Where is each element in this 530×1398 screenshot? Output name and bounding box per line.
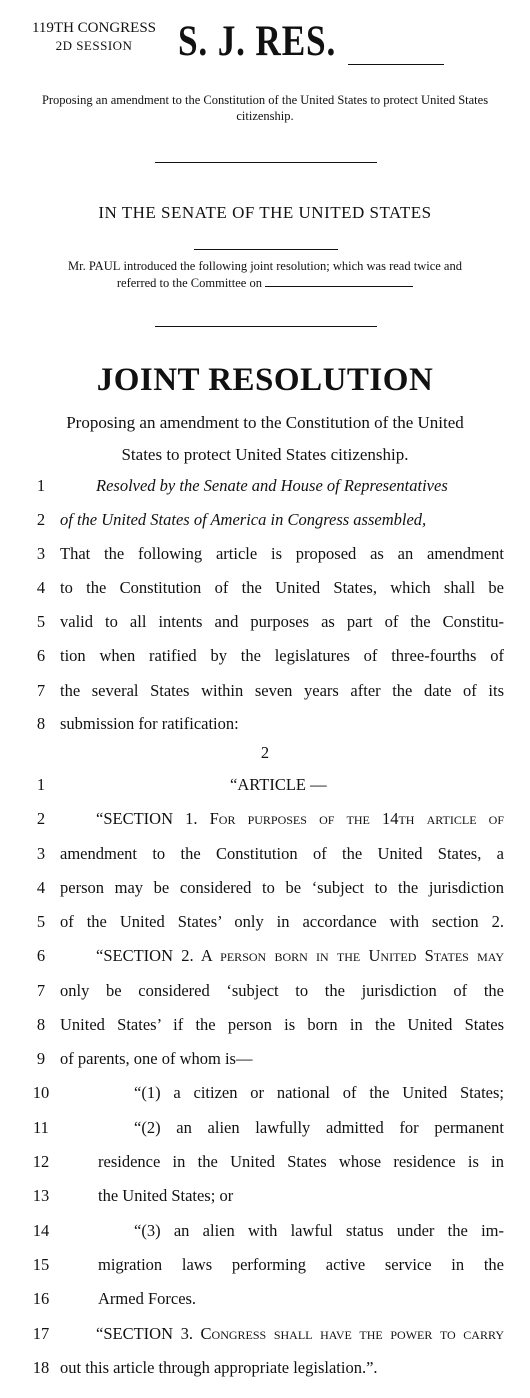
line-row [18,775,508,795]
line-number: 6 [36,946,46,965]
line-text: amendment to the Constitution of the United States, a [60,844,504,863]
line-number: 16 [32,1289,50,1308]
line-number: 4 [36,578,46,597]
line-number: 8 [36,714,46,733]
document-type-heading: JOINT RESOLUTION [96,362,434,398]
action-line-2-text: referred to the Committee on [116,276,262,290]
line-row [18,646,508,666]
line-number: 1 [36,775,46,794]
line-row [18,1289,508,1309]
line-row [18,1324,508,1344]
action-text [30,258,500,292]
line-text: only be considered ‘subject to the jurisdiction of the [60,981,504,1000]
sponsor-name: PAUL [88,259,121,273]
line-text: of the United States of America in Congress assembled, [60,510,427,529]
line-number: 6 [36,646,46,665]
line-number: 11 [33,1118,49,1137]
line-number: 4 [36,878,46,897]
line-row [18,1083,508,1103]
line-row [18,1049,508,1069]
line-row [18,510,508,530]
action-line-1-text: introduced the following joint resolution; which was read twice and [123,259,462,273]
line-text: of the United States’ only in accordance with section 2. [60,912,504,931]
line-text: “(2) an alien lawfully admitted for permanent [134,1118,504,1137]
line-text: submission for ratification: [60,714,239,733]
chamber-heading: IN THE SENATE OF THE UNITED STATES [98,203,432,222]
divider-rule-short [194,249,338,250]
line-text: residence in the United States whose residence is in [98,1152,504,1171]
bill-type: S. J. RES. [178,18,337,65]
line-row [18,844,508,864]
divider-rule [155,326,377,327]
divider-rule [155,162,377,163]
line-text: valid to all intents and purposes as part of the Constitu- [60,612,504,631]
line-text: “(1) a citizen or national of the United States; [134,1083,504,1102]
line-row [18,1221,508,1241]
line-number: 3 [36,844,46,863]
line-row [18,1118,508,1138]
line-number: 17 [32,1324,50,1343]
official-title [20,407,510,471]
line-text: Armed Forces. [98,1289,197,1308]
line-text: “ARTICLE — [230,775,327,794]
session-label: 2D SESSION [55,38,133,53]
line-row [18,578,508,598]
line-text: Resolved by the Senate and House of Representatives [96,476,448,495]
action-line-2 [30,275,500,292]
bill-number-blank [348,64,444,65]
line-row [18,1015,508,1035]
line-number: 5 [36,612,46,631]
line-text: tion when ratified by the legislatures of three-fourths of [60,646,504,665]
line-number: 12 [32,1152,50,1171]
line-number: 7 [36,681,46,700]
line-text: “SECTION 1. For purposes of the 14th article of [96,809,504,828]
line-row [18,1152,508,1172]
line-row [18,878,508,898]
congress-label: 119TH CONGRESS [31,20,157,36]
line-row [18,1186,508,1206]
line-row [18,981,508,1001]
line-text: of parents, one of whom is— [60,1049,253,1068]
line-number: 2 [36,510,46,529]
line-number: 2 [36,809,46,828]
congress-session-block [24,20,164,54]
line-number: 7 [36,981,46,1000]
line-number: 1 [36,476,46,495]
action-line-1 [30,258,500,275]
line-number: 14 [32,1221,50,1240]
official-title-line-2: States to protect United States citizenship. [121,445,409,464]
line-number: 5 [36,912,46,931]
line-text: That the following article is proposed as an amendment [60,544,504,563]
line-number: 15 [32,1255,50,1274]
line-text: “(3) an alien with lawful status under the im- [134,1221,504,1240]
line-row [18,1358,508,1378]
line-row [18,544,508,564]
sponsor-prefix: Mr. [68,259,86,273]
short-title: Proposing an amendment to the Constitution of the United States to protect United States citizenship. [41,93,489,123]
line-row [18,946,508,966]
committee-blank [265,285,413,287]
line-number: 8 [36,1015,46,1034]
line-number: 3 [36,544,46,563]
line-text: “SECTION 2. A person born in the United States may [96,946,504,965]
line-row [18,809,508,829]
line-text: “SECTION 3. Congress shall have the power to carry [96,1324,504,1343]
line-row [18,1255,508,1275]
official-title-line-1: Proposing an amendment to the Constitution of the United [66,413,464,432]
line-text: the several States within seven years after the date of its [60,681,504,700]
line-number: 18 [32,1358,50,1377]
line-text: the United States; or [98,1186,234,1205]
page-number: 2 [260,743,270,762]
line-text: migration laws performing active service in the [98,1255,504,1274]
line-text: out this article through appropriate legislation.”. [60,1358,378,1377]
line-number: 9 [36,1049,46,1068]
line-number: 13 [32,1186,50,1205]
line-row [18,681,508,701]
line-row [18,476,508,496]
line-text: person may be considered to be ‘subject to the jurisdiction [60,878,504,897]
line-text: United States’ if the person is born in the United States [60,1015,504,1034]
line-number: 10 [32,1083,50,1102]
line-row [18,912,508,932]
line-text: to the Constitution of the United States, which shall be [60,578,504,597]
line-row [18,612,508,632]
line-row [18,714,508,734]
